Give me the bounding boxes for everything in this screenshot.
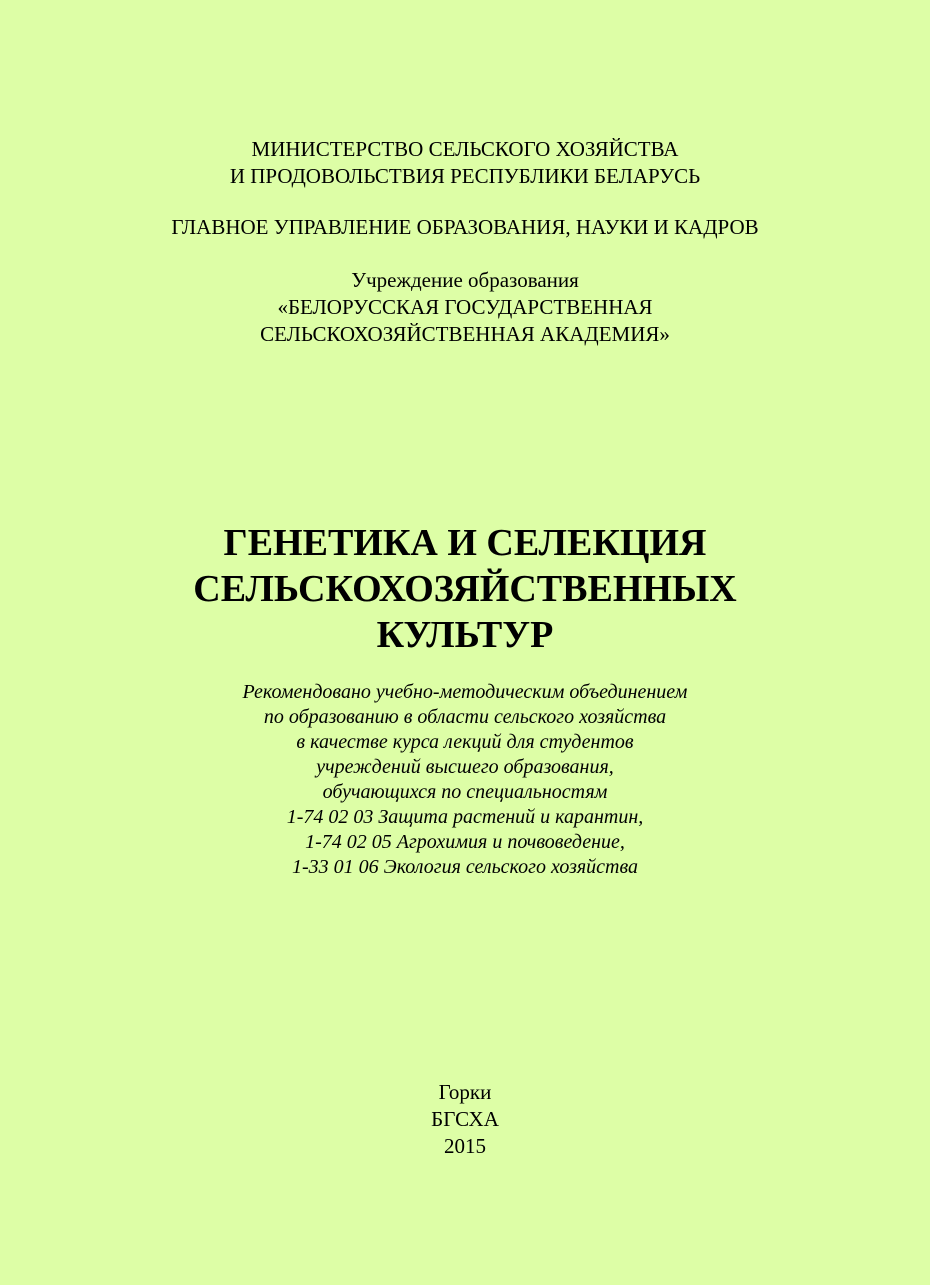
title-line-1: ГЕНЕТИКА И СЕЛЕКЦИЯ xyxy=(223,522,707,564)
recommendation-line: в качестве курса лекций для студентов xyxy=(296,731,634,753)
institution-line-2: «БЕЛОРУССКАЯ ГОСУДАРСТВЕННАЯ xyxy=(277,295,653,319)
recommendation-line: обучающихся по специальностям xyxy=(322,781,608,803)
institution-line-1: Учреждение образования xyxy=(351,268,579,292)
institution-line-3: СЕЛЬСКОХОЗЯЙСТВЕННАЯ АКАДЕМИЯ» xyxy=(260,322,670,346)
department-heading xyxy=(0,214,930,241)
ministry-heading xyxy=(0,136,930,190)
imprint-year: 2015 xyxy=(444,1134,486,1158)
recommendation-line: по образованию в области сельского хозяйства xyxy=(263,706,667,728)
institution-heading xyxy=(0,267,930,348)
book-title xyxy=(0,520,930,658)
recommendation-line: 1-74 02 05 Агрохимия и почвоведение, xyxy=(305,831,625,853)
imprint-publisher: БГСХА xyxy=(431,1107,499,1131)
title-line-2: СЕЛЬСКОХОЗЯЙСТВЕННЫХ xyxy=(193,568,737,610)
imprint xyxy=(0,1079,930,1160)
recommendation-line: 1-33 01 06 Экология сельского хозяйства xyxy=(291,856,639,878)
recommendation-line: учреждений высшего образования, xyxy=(316,756,614,778)
department-line: ГЛАВНОЕ УПРАВЛЕНИЕ ОБРАЗОВАНИЯ, НАУКИ И КАДРОВ xyxy=(171,215,759,239)
ministry-line-2: И ПРОДОВОЛЬСТВИЯ РЕСПУБЛИКИ БЕЛАРУСЬ xyxy=(229,164,701,188)
imprint-city: Горки xyxy=(438,1080,492,1104)
recommendation-text xyxy=(0,680,930,880)
ministry-line-1: МИНИСТЕРСТВО СЕЛЬСКОГО ХОЗЯЙСТВА xyxy=(251,137,679,161)
recommendation-line: 1-74 02 03 Защита растений и карантин, xyxy=(286,806,644,828)
recommendation-line: Рекомендовано учебно-методическим объединением xyxy=(242,681,688,703)
title-line-3: КУЛЬТУР xyxy=(376,614,554,656)
